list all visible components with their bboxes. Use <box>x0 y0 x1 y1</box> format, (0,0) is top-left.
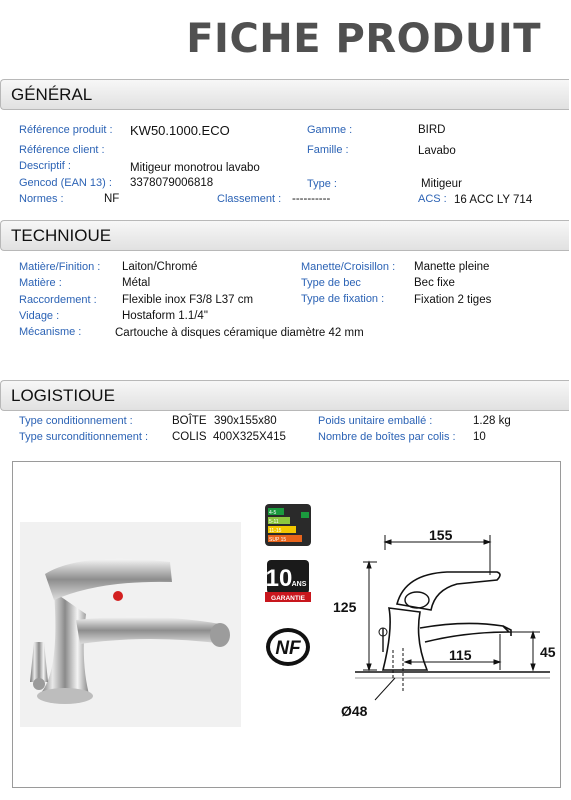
energy-row-2: 5-11 <box>269 519 279 525</box>
nb-label: Nombre de boîtes par colis : <box>318 431 456 443</box>
raccordement-label: Raccordement : <box>19 294 97 306</box>
energy-row-1: 4-5 <box>269 510 277 516</box>
nf-text: NF <box>275 638 301 659</box>
product-photo <box>20 522 241 727</box>
gamme-label: Gamme : <box>307 124 353 136</box>
dimension-base-height: 45 <box>540 644 556 660</box>
normes-label: Normes : <box>19 193 64 205</box>
acs-label: ACS : <box>418 193 447 205</box>
raccordement-value: Flexible inox F3/8 L37 cm <box>122 294 254 306</box>
section-header-general <box>0 79 569 110</box>
dimension-width: 155 <box>429 527 453 543</box>
classement-label: Classement : <box>217 193 282 205</box>
normes-value: NF <box>104 193 120 205</box>
gencod-label: Gencod (EAN 13) : <box>19 177 112 189</box>
mecanisme-label: Mécanisme : <box>19 326 82 338</box>
poids-value: 1.28 kg <box>473 415 511 427</box>
section-header-technique <box>0 220 569 251</box>
type-bec-label: Type de bec <box>301 277 361 289</box>
famille-value: Lavabo <box>418 145 456 157</box>
nf-logo-icon <box>265 627 311 667</box>
energy-class-icon <box>265 504 311 546</box>
manette-label: Manette/Croisillon : <box>301 261 396 273</box>
dimension-height: 125 <box>333 599 357 615</box>
energy-row-3: 11-15 <box>269 528 282 534</box>
page-title: FICHE PRODUIT <box>186 16 541 62</box>
matiere-value: Métal <box>122 277 151 289</box>
cond-dims: 390x155x80 <box>214 415 277 427</box>
warranty-badge-icon <box>265 560 311 604</box>
section-title-logistique: LOGISTIOUE <box>11 386 115 405</box>
ref-produit-value: KW50.1000.ECO <box>130 123 230 138</box>
mecanisme-value: Cartouche à disques céramique diamètre 42 mm <box>115 327 364 339</box>
ref-client-label: Référence client : <box>19 144 105 156</box>
nb-value: 10 <box>473 431 486 443</box>
matiere-finition-label: Matière/Finition : <box>19 261 101 273</box>
vidage-value: Hostaform 1.1/4" <box>122 310 208 322</box>
dimension-reach: 115 <box>449 647 472 663</box>
manette-value: Manette pleine <box>414 261 490 273</box>
surcond-type: COLIS <box>172 431 207 443</box>
cond-label: Type conditionnement : <box>19 415 133 427</box>
poids-label: Poids unitaire emballé : <box>318 415 433 427</box>
section-title-technique: TECHNIOUE <box>11 226 112 245</box>
warranty-number: 10 <box>265 565 293 592</box>
type-label: Type : <box>307 178 337 190</box>
warranty-unit: ANS <box>291 581 307 588</box>
dimension-diameter: Ø48 <box>341 703 368 719</box>
warranty-text: GARANTIE <box>271 595 305 602</box>
gencod-value: 3378079006818 <box>130 177 214 189</box>
fixation-value: Fixation 2 tiges <box>414 294 492 306</box>
matiere-finition-value: Laiton/Chromé <box>122 261 198 273</box>
cond-type: BOÎTE <box>172 415 207 427</box>
famille-label: Famille : <box>307 144 349 156</box>
section-header-logistique <box>0 380 569 411</box>
vidage-label: Vidage : <box>19 310 60 322</box>
gamme-value: BIRD <box>418 124 446 136</box>
type-value: Mitigeur <box>421 178 462 190</box>
energy-row-4: SUP 15 <box>269 537 287 543</box>
acs-value: 16 ACC LY 714 <box>454 194 533 206</box>
hot-cold-indicator-icon <box>113 591 123 601</box>
technical-drawing <box>325 520 560 720</box>
surcond-label: Type surconditionnement : <box>19 431 149 443</box>
section-title-general: GÉNÉRAL <box>11 85 93 104</box>
surcond-dims: 400X325X415 <box>213 431 286 443</box>
type-bec-value: Bec fixe <box>414 277 455 289</box>
matiere-label: Matière : <box>19 277 62 289</box>
descriptif-value: Mitigeur monotrou lavabo <box>130 162 260 174</box>
classement-value: ---------- <box>292 193 331 205</box>
ref-produit-label: Référence produit : <box>19 124 113 136</box>
descriptif-label: Descriptif : <box>19 160 71 172</box>
fixation-label: Type de fixation : <box>301 293 385 305</box>
